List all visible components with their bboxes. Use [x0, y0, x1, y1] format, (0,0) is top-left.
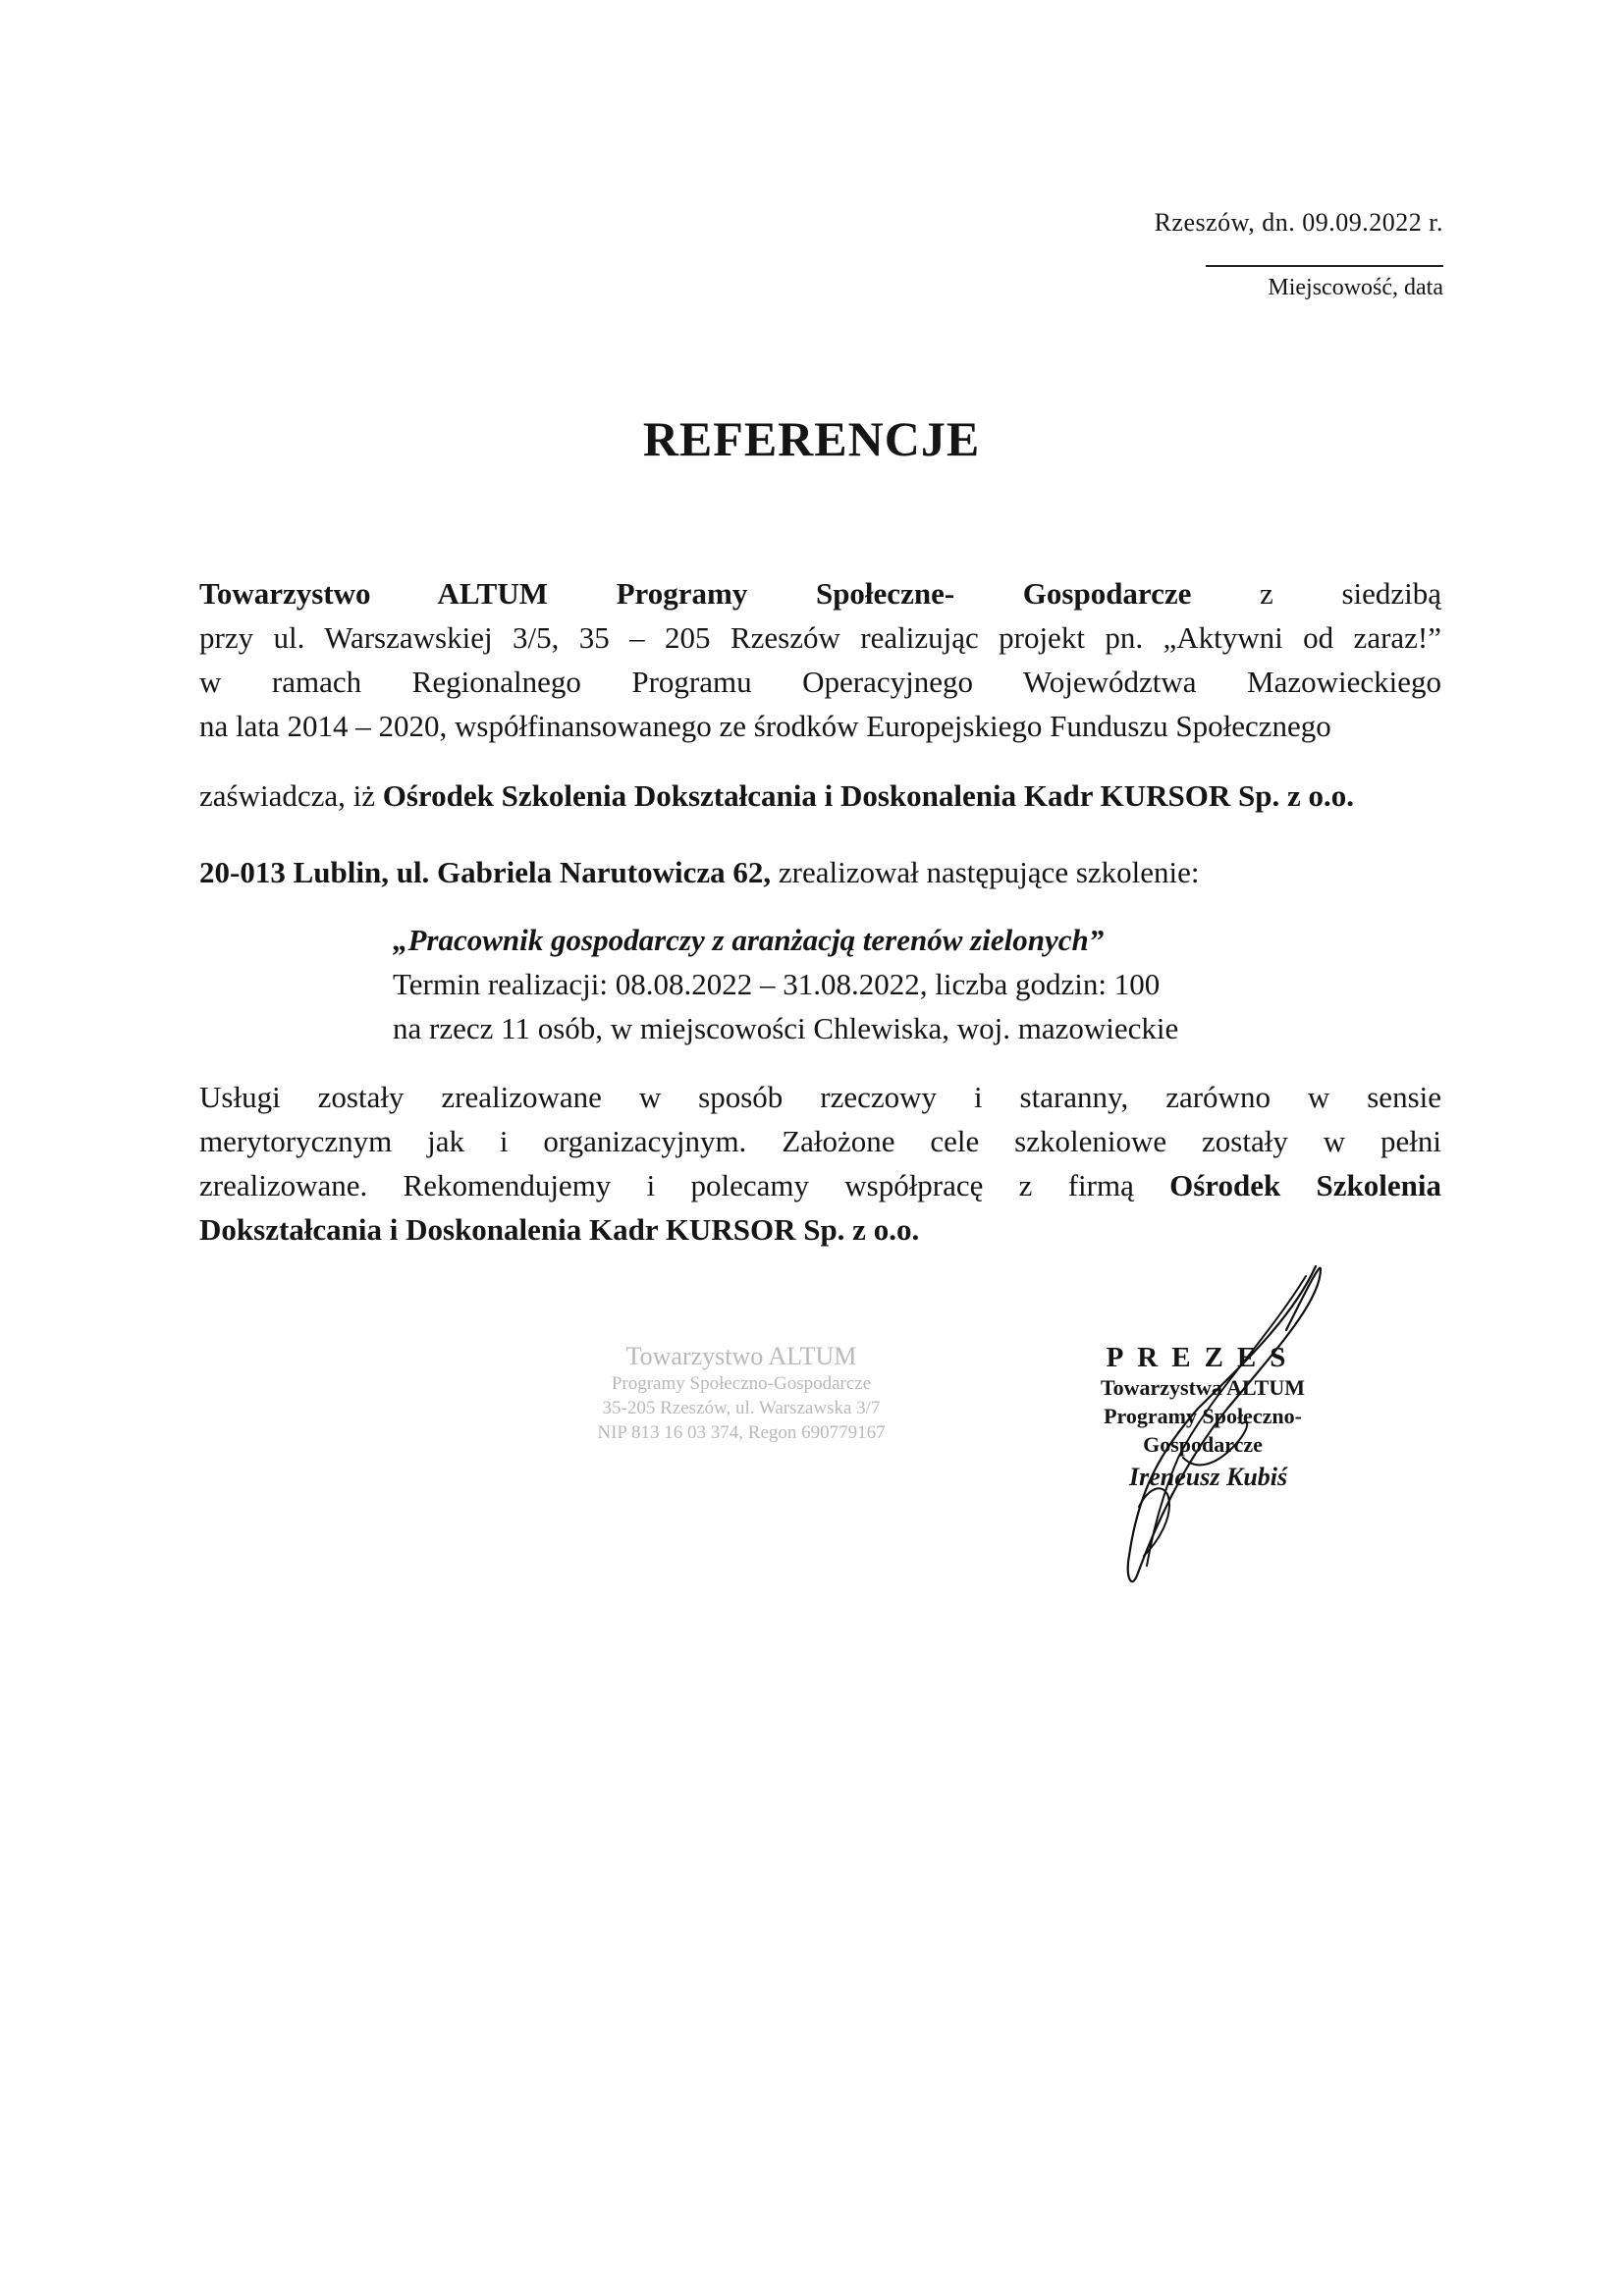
- training-block: [393, 918, 1276, 1050]
- date-caption: Miejscowość, data: [1268, 275, 1443, 300]
- trained-company: Ośrodek Szkolenia Dokształcania i Doskonalenia Kadr KURSOR Sp. z o.o.: [382, 778, 1355, 813]
- closing-line-1: Usługi zostały zrealizowane w sposób rzeczowy i staranny, zarówno w sensie: [199, 1080, 1441, 1114]
- document-date: Rzeszów, dn. 09.09.2022 r.: [1154, 208, 1443, 237]
- intro-line-3: w ramach Regionalnego Programu Operacyjnego Województwa Mazowieckiego: [199, 665, 1441, 699]
- issuer-seat: z siedzibą: [1191, 576, 1442, 611]
- training-place: na rzecz 11 osób, w miejscowości Chlewiska, woj. mazowieckie: [393, 1011, 1179, 1045]
- date-underline: [1206, 265, 1443, 267]
- company-address: 20-013 Lublin, ul. Gabriela Narutowicza 62,: [199, 855, 772, 889]
- stamp-line-1: Towarzystwa ALTUM: [1100, 1375, 1305, 1400]
- certifies-prefix: zaświadcza, iż: [199, 778, 383, 813]
- certifies-line: [199, 774, 1441, 818]
- intro-line-2: przy ul. Warszawskiej 3/5, 35 – 205 Rzeszów realizując projekt pn. „Aktywni od zaraz!”: [199, 620, 1441, 655]
- closing-paragraph: [199, 1075, 1441, 1252]
- intro-line-4: na lata 2014 – 2020, współfinansowanego ze środków Europejskiego Funduszu Społecznego: [199, 709, 1331, 743]
- stamp-line-2: Programy Społeczno-Gospodarcze: [1104, 1404, 1302, 1457]
- stamp-title: PREZES: [1106, 1342, 1300, 1373]
- training-term: Termin realizacji: 08.08.2022 – 31.08.2022, liczba godzin: 100: [393, 967, 1161, 1001]
- closing-line-4: Dokształcania i Doskonalenia Kadr KURSOR Sp. z o.o.: [199, 1212, 920, 1247]
- address-line: [199, 850, 1441, 894]
- handwritten-signature: [1070, 1261, 1355, 1595]
- intro-line-1: [199, 571, 1441, 615]
- faded-company-stamp: Towarzystwo ALTUM Programy Społeczno-Gospodarcze 35-205 Rzeszów, ul. Warszawska 3/7 NIP 813 16 03 374, Regon 690779167: [597, 1342, 886, 1443]
- issuer-name: Towarzystwo ALTUM Programy Społeczne- Gospodarcze: [199, 576, 1192, 611]
- address-rest: zrealizował następujące szkolenie:: [771, 855, 1200, 889]
- closing-line-2: merytorycznym jak i organizacyjnym. Założone cele szkoleniowe zostały w pełni: [199, 1124, 1441, 1158]
- document-title: REFERENCJE: [642, 411, 981, 466]
- signatory-name: Ireneusz Kubiś: [1129, 1463, 1288, 1491]
- intro-paragraph: [199, 571, 1441, 748]
- training-name: „Pracownik gospodarczy z aranżacją terenów zielonych”: [393, 923, 1105, 957]
- closing-line-3: zrealizowane. Rekomendujemy i polecamy współpracę z firmą Ośrodek Szkolenia: [199, 1168, 1441, 1202]
